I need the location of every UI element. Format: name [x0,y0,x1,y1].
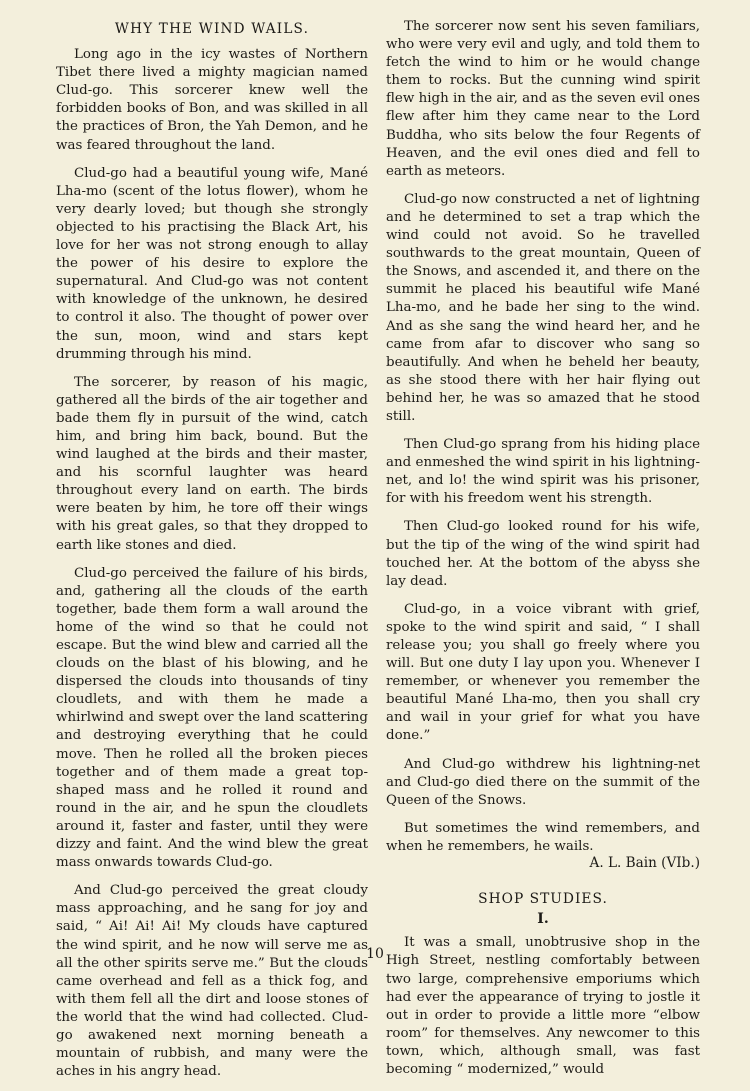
story-paragraph: Then Clud-go sprang from his hiding place and enmeshed the wind spirit in his lightning-net, and lo! the wind spirit was his prisoner, for with his freedom went his strength. [386,437,700,507]
story-paragraph: And Clud-go perceived the great cloudy mass approaching, and he sang for joy and said, “ Ai! Ai! Ai! My clouds have captured the wind spirit, and he now will serve me as all the other spirits serve me.” But the clouds came overhead and fell as a thick fog, and with them fell all the dirt and loose stones of the world that the wind had collected. Clud-go awakened next morning beneath a mountain of rubbish, and many were the aches in his angry head. [56,883,368,1080]
story-paragraph: The sorcerer, by reason of his magic, gathered all the birds of the air together and bade them fly in pursuit of the wind, catch him, and bring him back, bound. But the wind laughed at the birds and their master, and his scornful laughter was heard throughout every land on earth. The birds were beaten by him, he tore off their wings with his great gales, so that they dropped to earth like stones and died. [56,374,368,553]
section-number: I. [537,911,549,928]
story-paragraph: But sometimes the wind remembers, and when he remembers, he wails. [386,820,700,854]
story-paragraph: And Clud-go withdrew his lightning-net and Clud-go died there on the summit of the Queen of the Snows. [386,756,700,808]
right-column [386,18,700,1089]
story-paragraph: Clud-go perceived the failure of his birds, and, gathering all the clouds of the earth together, bade them form a wall around the home of the wind so that he could not escape. But the wind blew and carried all the clouds on the blast of his blowing, and he dispersed the clouds into thousands of tiny cloudlets, and with them he made a whirlwind and swept over the land scattering and destroying everything that he could move. Then he rolled all the broken pieces together and of them made a great top-shaped mass and he rolled it round and round in the air, and he spun the cloudlets around it, faster and faster, until they were dizzy and faint. And the wind blew the great mass onwards towards Clud-go. [56,565,368,871]
story-paragraph: Long ago in the icy wastes of Northern Tibet there lived a mighty magician named Clud-go. This sorcerer knew well the forbidden books of Bon, and was skilled in all the practices of Bron, the Yah Demon, and he was feared throughout the land. [56,47,368,153]
story-paragraph: The sorcerer now sent his seven familiars, who were very evil and ugly, and told them to fetch the wind to him or he would change them to rocks. But the cunning wind spirit flew high in the air, and as the seven evil ones flew after him they came near to the Lord Buddha, who sits below the four Regents of Heaven, and the evil ones died and fell to earth as meteors. [386,19,700,179]
story-paragraph: Clud-go, in a voice vibrant with grief, spoke to the wind spirit and said, “ I shall release you; you shall go freely where you will. But one duty I lay upon you. Whenever I remember, or whenever you remember the beautiful Mané Lha-mo, then you shall cry and wail in your grief for what you have done.” [386,601,700,744]
left-column [56,20,368,1091]
page-number: 10 [366,946,384,962]
story-title: WHY THE WIND WAILS. [114,21,310,37]
section-title: SHOP STUDIES. [478,891,608,908]
section-paragraph: It was a small, unobtrusive shop in the High Street, nestling comfortably between two large, comprehensive emporiums which had ever the appearance of trying to jostle it out in order to provide a little more “elbow room” for themselves. Any newcomer to this town, which, although small, was fast becoming “ modernized,” would [386,935,700,1077]
author-signature: A. L. Bain (VIb.) [589,855,700,872]
story-paragraph: Clud-go now constructed a net of lightning and he determined to set a trap which the wind could not avoid. So he travelled southwards to the great mountain, Queen of the Snows, and ascended it, and there on the summit he placed his beautiful wife Mané Lha-mo, and he bade her sing to the wind. And as she sang the wind heard her, and he came from afar to discover who sang so beautifully. And when he beheld her beauty, as she stood there with her hair flying out behind her, he was so amazed that he stood still. [386,191,700,424]
story-paragraph: Clud-go had a beautiful young wife, Mané Lha-mo (scent of the lotus flower), whom he very dearly loved; but though she strongly objected to his practising the Black Art, his love for her was not strong enough to allay the power of his desire to explore the supernatural. And Clud-go was not content with knowledge of the unknown, he desired to control it also. The thought of power over the sun, moon, wind and stars kept drumming through his mind. [56,165,368,362]
story-paragraph: Then Clud-go looked round for his wife, but the tip of the wing of the wind spirit had touched her. At the bottom of the abyss she lay dead. [386,519,700,589]
